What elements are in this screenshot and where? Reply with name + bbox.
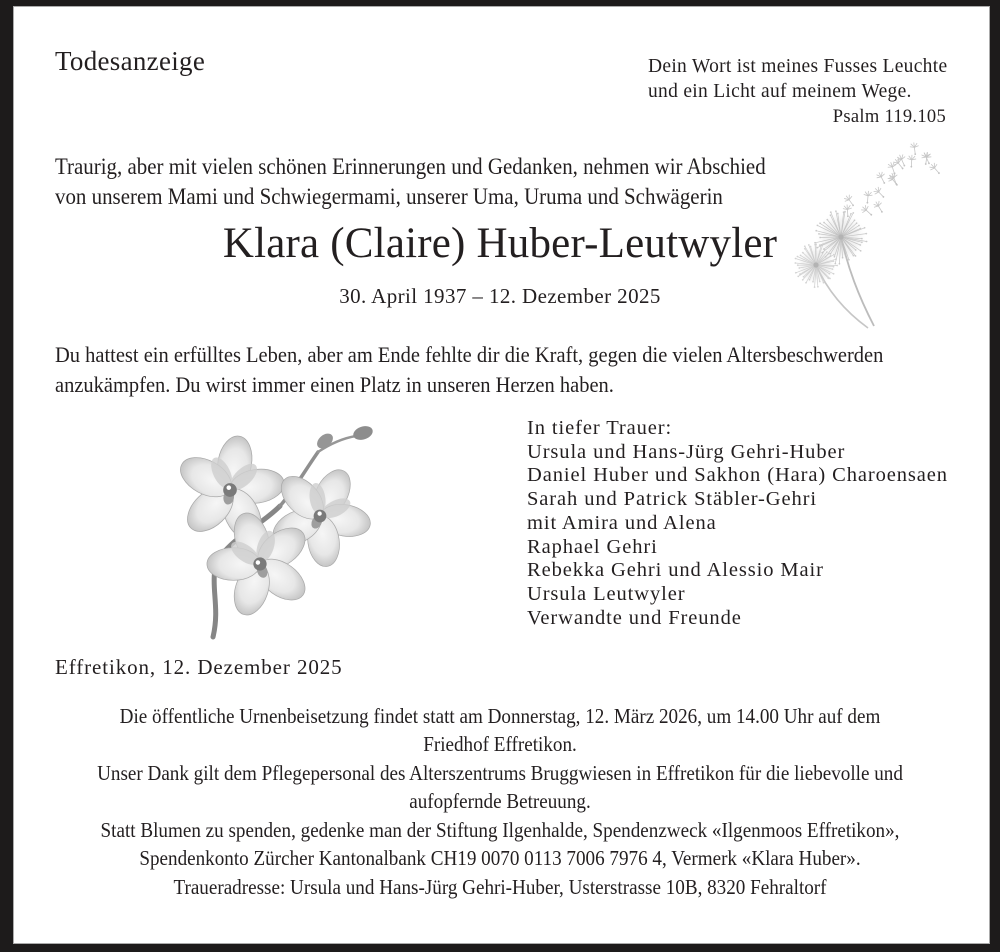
orchid-bud xyxy=(351,424,374,443)
notice-type-label: Todesanzeige xyxy=(55,46,206,76)
intro-paragraph xyxy=(55,152,766,212)
mourner-name: Ursula Leutwyler xyxy=(527,582,686,605)
tribute-paragraph xyxy=(55,340,883,399)
bible-verse xyxy=(648,55,946,130)
mourner-name: Ursula und Hans-Jürg Gehri-Huber xyxy=(527,440,846,463)
deceased-name: Klara (Claire) Huber-Leutwyler xyxy=(222,220,778,267)
orchid-illustration xyxy=(158,404,428,644)
tribute-line: Du hattest ein erfülltes Leben, aber am Ende fehlte dir die Kraft, gegen die vielen Altersbeschwerden xyxy=(55,342,884,367)
notice-line: Spendenkonto Zürcher Kantonalbank CH19 0070 0113 7006 7976 4, Vermerk «Klara Huber». xyxy=(139,846,861,870)
notice-line: Statt Blumen zu spenden, gedenke man der Stiftung Ilgenhalde, Spendenzweck «Ilgenmoos Effretikon», xyxy=(100,818,900,842)
life-dates: 30. April 1937 – 12. Dezember 2025 xyxy=(339,284,661,308)
verse-line: Dein Wort ist meines Fusses Leuchte xyxy=(648,56,948,77)
mourner-name: Daniel Huber und Sakhon (Hara) Charoensaen xyxy=(527,464,948,487)
mourner-name: Verwandte und Freunde xyxy=(527,606,742,629)
notice-line: Friedhof Effretikon. xyxy=(423,732,577,756)
mourners-heading: In tiefer Trauer: xyxy=(527,417,673,439)
notice-line: Die öffentliche Urnenbeisetzung findet statt am Donnerstag, 12. März 2026, um 14.00 Uhr auf dem xyxy=(119,704,881,728)
mourner-name: Rebekka Gehri und Alessio Mair xyxy=(527,559,824,582)
intro-line: von unserem Mami und Schwiegermami, unserer Uma, Uruma und Schwägerin xyxy=(55,184,723,209)
verse-line: und ein Licht auf meinem Wege. xyxy=(648,80,912,102)
thanks-notice xyxy=(45,759,955,815)
intro-line: Traurig, aber mit vielen schönen Erinnerungen und Gedanken, nehmen wir Abschied xyxy=(55,154,766,179)
mourner-name: mit Amira und Alena xyxy=(527,511,717,534)
notice-line: aufopfernde Betreuung. xyxy=(409,789,591,813)
mourner-name: Sarah und Patrick Stäbler-Gehri xyxy=(527,488,817,511)
verse-source: Psalm 119.105 xyxy=(832,107,946,127)
place-and-date: Effretikon, 12. Dezember 2025 xyxy=(55,655,343,679)
notice-line: Unser Dank gilt dem Pflegepersonal des Alterszentrums Bruggwiesen in Effretikon für die liebevolle und xyxy=(97,761,903,785)
mourners-list xyxy=(527,417,948,630)
mourning-address xyxy=(45,873,955,901)
mourner-name: Raphael Gehri xyxy=(527,535,658,558)
donation-notice xyxy=(45,816,955,872)
notice-line: Traueradresse: Ursula und Hans-Jürg Gehri-Huber, Usterstrasse 10B, 8320 Fehraltorf xyxy=(173,875,827,899)
burial-notice xyxy=(45,702,955,758)
tribute-line: anzukämpfen. Du wirst immer einen Platz in unseren Herzen haben. xyxy=(55,371,614,397)
